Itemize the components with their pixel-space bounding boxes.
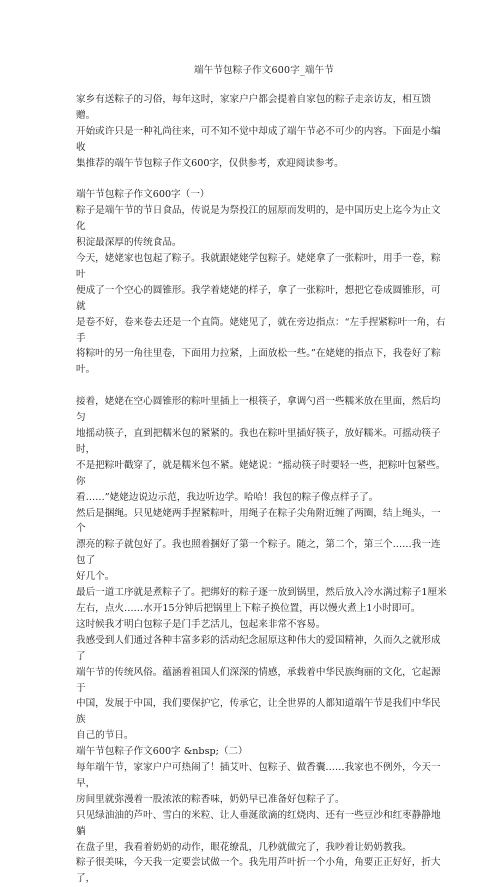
section-heading-2: 端午节包粽子作文600字 &nbsp;（二） xyxy=(76,746,248,758)
text-line: 今天，姥姥家也包起了粽子。我就跟姥姥学包粽子。姥姥拿了一张粽叶，用手一卷，粽叶 xyxy=(76,253,441,280)
text-line: 自己的节日。 xyxy=(76,730,134,742)
text-line: 只见绿油油的芦叶、雪白的米粒、让人垂涎欲滴的红烧肉、还有一些豆沙和红枣静静地躺 xyxy=(76,809,441,837)
text-line: 便成了一个空心的圆锥形。我学着姥姥的样子，拿了一张粽叶，想把它卷成圆锥形，可就 xyxy=(76,284,441,312)
text-line: 我感受到人们通过各种丰富多彩的活动纪念屈原这种伟大的爱国精神，久而久之就形成了 xyxy=(76,634,441,662)
document-title: 端午节包粽子作文600字_端午节 xyxy=(193,65,335,76)
text-line: 看……”姥姥边说边示范，我边听边学。哈哈！我包的粽子像点样子了。 xyxy=(76,491,379,503)
text-line: 开始或许只是一种礼尚往来，可不知不觉中却成了端午节必不可少的内容。下面是小编收 xyxy=(76,125,441,153)
text-line: 然后是捆绳。只见姥姥两手捏紧粽叶，用绳子在粽子尖角附近缠了两圈，结上绳头，一个 xyxy=(76,507,441,535)
section-1-body xyxy=(76,203,448,378)
text-line: 积淀最深厚的传统食品。 xyxy=(76,237,182,249)
text-line: 中国，发展于中国，我们要保护它，传承它，让全世界的人都知道端午节是我们中华民族 xyxy=(76,698,441,726)
text-line: 接着，姥姥在空心圆锥形的粽叶里插上一根筷子，拿调勺舀一些糯米放在里面，然后均匀 xyxy=(76,396,441,424)
text-line: 地摇动筷子，直到把糯米包的紧紧的。我也在粽叶里插好筷子，放好糯米。可摇动筷子时， xyxy=(76,428,441,455)
text-line: 粽子很美味，今天我一定要尝试做一个。我先用芦叶折一个小角，角要正正好好，折大了， xyxy=(76,857,441,885)
section-heading-1: 端午节包粽子作文600字（一） xyxy=(76,189,210,201)
text-line: 这时候我才明白包粽子是门手艺活儿，包起来非常不容易。 xyxy=(76,618,326,630)
text-line: 端午节的传统风俗。蕴涵着祖国人们深深的情感，承载着中华民族绚丽的文化，它起源于 xyxy=(76,666,441,694)
text-line: 漂亮的粽子就包好了。我也照着捆好了第一个粽子。随之，第二个，第三个……我一连包了 xyxy=(76,539,441,567)
spacer xyxy=(76,172,448,188)
section-1-body-continued xyxy=(76,394,448,744)
text-line: 家乡有送粽子的习俗，每年这时，家家户户都会提着自家包的粽子走亲访友，相互馈赠。 xyxy=(76,94,431,121)
text-line: 每年端午节，家家户户可热闹了！插艾叶、包粽子、做香囊……我家也不例外，今天一早， xyxy=(76,762,441,789)
text-line: 在盘子里，我看着奶奶的动作，眼花缭乱，几秒就做完了，我吵着让奶奶教我。 xyxy=(76,841,412,853)
text-line: 将粽叶的另一角往里卷，下面用力拉紧，上面放松一些。”在姥姥的指点下，我卷好了粽叶。 xyxy=(76,348,441,376)
text-line: 左右，点火……水开15分钟后把锅里上下粽子换位置，再以慢火煮上1小时即可。 xyxy=(76,602,421,614)
text-line: 最后一道工序就是煮粽子了。把绑好的粽子逐一放到锅里，然后放入冷水满过粽子1厘米 xyxy=(76,587,447,599)
text-line: 粽子是端午节的节日食品，传说是为祭投江的屈原而发明的，是中国历史上迄今为止文化 xyxy=(76,205,441,233)
text-line: 是卷不好，卷来卷去还是一个直筒。姥姥见了，就在旁边指点：“左手捏紧粽叶一角，右手 xyxy=(76,316,446,344)
text-line: 房间里就弥漫着一股浓浓的粽香味，奶奶早已准备好包粽子了。 xyxy=(76,793,345,805)
text-line: 好几个。 xyxy=(76,571,115,583)
intro-paragraph xyxy=(76,92,448,172)
spacer xyxy=(76,378,448,394)
text-line: 不是把粽叶戳穿了，就是糯米包不紧。姥姥说：“摇动筷子时要轻一些，把粽叶包紧些。你 xyxy=(76,459,446,487)
text-line: 集推荐的端午节包粽子作文600字，仅供参考，欢迎阅读参考。 xyxy=(76,157,344,169)
section-2-body xyxy=(76,760,448,887)
